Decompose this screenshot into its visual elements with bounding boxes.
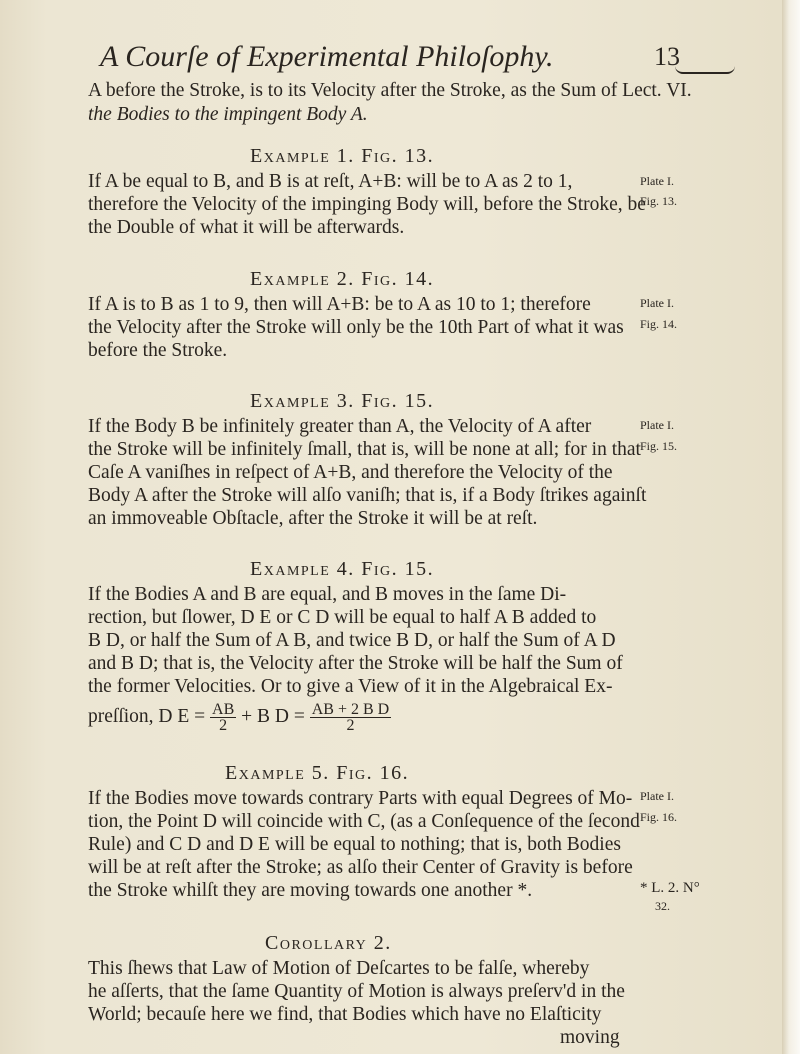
text-line: If the Body B be infinitely greater than A, the Velocity of A after	[88, 416, 592, 437]
running-header	[100, 40, 680, 76]
margin-note: Plate I.	[640, 418, 674, 432]
example-heading: Example 3. Fig. 15.	[250, 390, 435, 412]
margin-note: Fig. 15.	[640, 439, 678, 453]
text-line: the Velocity after the Stroke will only be the 10th Part of what it was	[88, 317, 624, 338]
fraction: $\frac{\text{AB + 2 B D}}{2}$	[311, 701, 390, 734]
margin-note: Fig. 14.	[640, 317, 678, 331]
margin-note: Fig. 16.	[640, 810, 678, 824]
margin-note: Plate I.	[640, 174, 674, 188]
text-line: rection, but ſlower, D E or C D will be equal to half A B added to	[88, 607, 597, 628]
text-line: the Bodies to the impingent Body A.	[88, 104, 368, 125]
formula-mid: + B D =	[241, 705, 305, 727]
margin-note: Fig. 13.	[640, 194, 678, 208]
footnote-ref: * L. 2. N°	[640, 880, 700, 896]
text-line: World; becauſe here we find, that Bodies which have no Elaſticity	[88, 1004, 602, 1025]
formula-lead: preſſion, D E =	[88, 705, 206, 727]
text-line: If A is to B as 1 to 9, then will A+B: be to A as 10 to 1; therefore	[88, 294, 591, 315]
page-number: 13	[654, 42, 680, 71]
text-line: the former Velocities. Or to give a View of it in the Algebraical Ex-	[88, 676, 613, 697]
formula-line	[88, 702, 688, 733]
page-title: A Courſe of Experimental Philoſophy.	[100, 40, 554, 73]
margin-note: Plate I.	[640, 789, 674, 803]
corollary-heading: Corollary 2.	[265, 932, 392, 954]
text-line: tion, the Point D will coincide with C, (as a Conſequence of the ſecond	[88, 811, 640, 832]
text-line: therefore the Velocity of the impinging Body will, before the Stroke, be	[88, 194, 646, 215]
text-line: and B D; that is, the Velocity after the Stroke will be half the Sum of	[88, 653, 623, 674]
text-line: Body A after the Stroke will alſo vaniſh; that is, if a Body ſtrikes againſt	[88, 485, 647, 506]
example-heading: Example 2. Fig. 14.	[250, 268, 435, 290]
fraction: $\frac{AB}{2}$	[212, 701, 235, 734]
text-line: A before the Stroke, is to its Velocity after the Stroke, as the Sum of Lect. VI.	[88, 80, 692, 101]
text-line: will be at reſt after the Stroke; as alſo their Center of Gravity is before	[88, 857, 633, 878]
text-line: If A be equal to B, and B is at reſt, A+B: will be to A as 2 to 1,	[88, 171, 573, 192]
example-heading: Example 1. Fig. 13.	[250, 145, 435, 167]
text-line: before the Stroke.	[88, 340, 228, 361]
catchword: moving	[560, 1027, 620, 1048]
example-heading: Example 4. Fig. 15.	[250, 558, 435, 580]
decorative-brace	[675, 66, 735, 74]
text-line: This ſhews that Law of Motion of Deſcartes to be falſe, whereby	[88, 958, 590, 979]
text-line: an immoveable Obſtacle, after the Stroke it will be at reſt.	[88, 508, 538, 529]
text-line: Rule) and C D and D E will be equal to nothing; that is, both Bodies	[88, 834, 621, 855]
text-line: the Stroke will be infinitely ſmall, that is, will be none at all; for in that	[88, 439, 641, 460]
text-line: If the Bodies move towards contrary Parts with equal Degrees of Mo-	[88, 788, 633, 809]
text-line: the Double of what it will be afterwards.	[88, 217, 405, 238]
margin-note: Plate I.	[640, 296, 674, 310]
footnote-ref: 32.	[655, 899, 670, 913]
text-line: B D, or half the Sum of A B, and twice B D, or half the Sum of A D	[88, 630, 616, 651]
page-edge	[782, 0, 800, 1054]
text-line: he aſſerts, that the ſame Quantity of Motion is always preſerv'd in the	[88, 981, 625, 1002]
example-heading: Example 5. Fig. 16.	[225, 762, 410, 784]
text-line: the Stroke whilſt they are moving towards one another *.	[88, 880, 533, 901]
text-line: Caſe A vaniſhes in reſpect of A+B, and therefore the Velocity of the	[88, 462, 613, 483]
text-line: If the Bodies A and B are equal, and B moves in the ſame Di-	[88, 584, 567, 605]
